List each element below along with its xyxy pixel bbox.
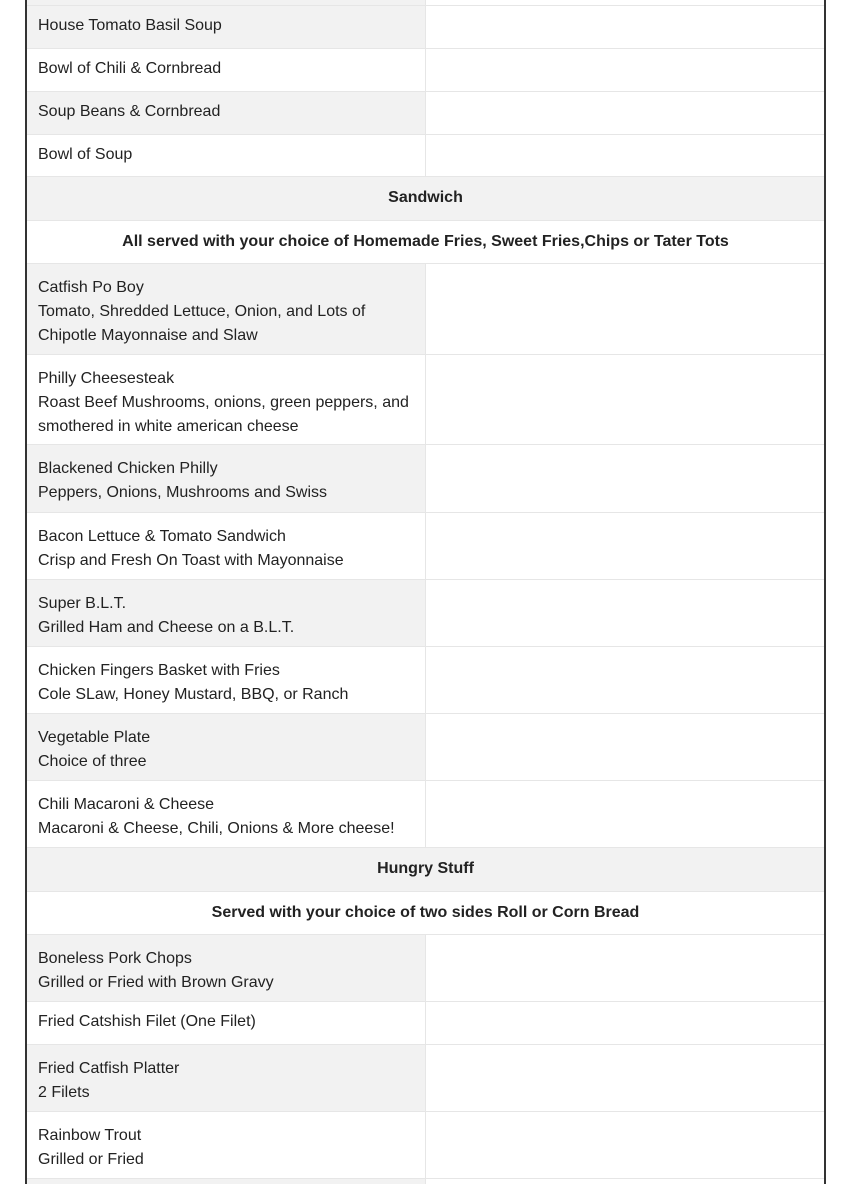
menu-row: [27, 445, 824, 513]
menu-item: [27, 92, 426, 134]
menu-item-name: Soup Beans & Cornbread: [38, 103, 221, 120]
menu-item-desc: Choice of three: [38, 753, 147, 770]
menu-item-name: House Tomato Basil Soup: [38, 17, 222, 34]
menu-item-name: Blackened Chicken Philly: [38, 460, 218, 477]
menu-item: [27, 445, 426, 512]
menu-item-name: Philly Cheesesteak: [38, 370, 175, 387]
menu-item-desc: Grilled or Fried with Brown Gravy: [38, 974, 274, 991]
menu-item-name: Fried Catfish Platter: [38, 1060, 180, 1077]
section-note-sandwich: All served with your choice of Homemade Fries, Sweet Fries,Chips or Tater Tots: [27, 221, 824, 264]
menu-item-desc: Crisp and Fresh On Toast with Mayonnaise: [38, 552, 344, 569]
menu-row: [27, 6, 824, 49]
menu-item: [27, 6, 426, 48]
menu-item-desc: Grilled Ham and Cheese on a B.L.T.: [38, 619, 295, 636]
menu-row: [27, 135, 824, 177]
menu-item-name: Boneless Pork Chops: [38, 950, 192, 967]
menu-item-name: Catfish Po Boy: [38, 279, 144, 296]
menu-item-name: Super B.L.T.: [38, 595, 127, 612]
menu-item: [27, 1002, 426, 1044]
menu-item-desc: Grilled or Fried: [38, 1151, 144, 1168]
menu-item-name: Bacon Lettuce & Tomato Sandwich: [38, 528, 286, 545]
menu-item: [27, 264, 426, 354]
menu-item: [27, 935, 426, 1001]
menu-item-name: Bowl of Soup: [38, 146, 133, 163]
menu-item-desc: Roast Beef Mushrooms, onions, green peppers, and smothered in white american cheese: [38, 394, 409, 435]
section-note-hungry-stuff: Served with your choice of two sides Roll or Corn Bread: [27, 892, 824, 935]
menu-item-desc: Macaroni & Cheese, Chili, Onions & More cheese!: [38, 820, 395, 837]
menu-row: [27, 1112, 824, 1179]
menu-item-name: Bowl of Chili & Cornbread: [38, 60, 222, 77]
table-row: [27, 1179, 824, 1184]
menu-item-desc: 2 Filets: [38, 1084, 90, 1101]
menu-item-desc: Tomato, Shredded Lettuce, Onion, and Lots of Chipotle Mayonnaise and Slaw: [38, 303, 366, 344]
menu-item-desc: Peppers, Onions, Mushrooms and Swiss: [38, 484, 328, 501]
menu-row: [27, 355, 824, 445]
menu-row: [27, 92, 824, 135]
menu-row: [27, 781, 824, 848]
section-title-sandwich: Sandwich: [27, 177, 824, 221]
menu-row: [27, 935, 824, 1002]
menu-item-desc: Cole SLaw, Honey Mustard, BBQ, or Ranch: [38, 686, 349, 703]
menu-row: [27, 264, 824, 355]
menu-item: [27, 355, 426, 444]
menu-row: [27, 1045, 824, 1112]
menu-item-name: Chili Macaroni & Cheese: [38, 796, 215, 813]
menu-item: [27, 580, 426, 646]
menu-item: [27, 1045, 426, 1111]
menu-row: [27, 714, 824, 781]
menu-row: [27, 513, 824, 580]
menu-item: [27, 49, 426, 91]
menu-row: [27, 580, 824, 647]
menu-row: [27, 49, 824, 92]
menu-item: [27, 647, 426, 713]
menu-item: [27, 135, 426, 176]
menu-table: [25, 0, 826, 1184]
menu-item-name: Rainbow Trout: [38, 1127, 142, 1144]
menu-item-name: Fried Catshish Filet (One Filet): [38, 1013, 256, 1030]
menu-item: [27, 513, 426, 579]
menu-item-name: Chicken Fingers Basket with Fries: [38, 662, 280, 679]
menu-item: [27, 714, 426, 780]
menu-row: [27, 647, 824, 714]
menu-row: [27, 1002, 824, 1045]
section-title-hungry-stuff: Hungry Stuff: [27, 848, 824, 892]
menu-item: [27, 1112, 426, 1178]
menu-item-name: Vegetable Plate: [38, 729, 151, 746]
menu-item: [27, 781, 426, 847]
